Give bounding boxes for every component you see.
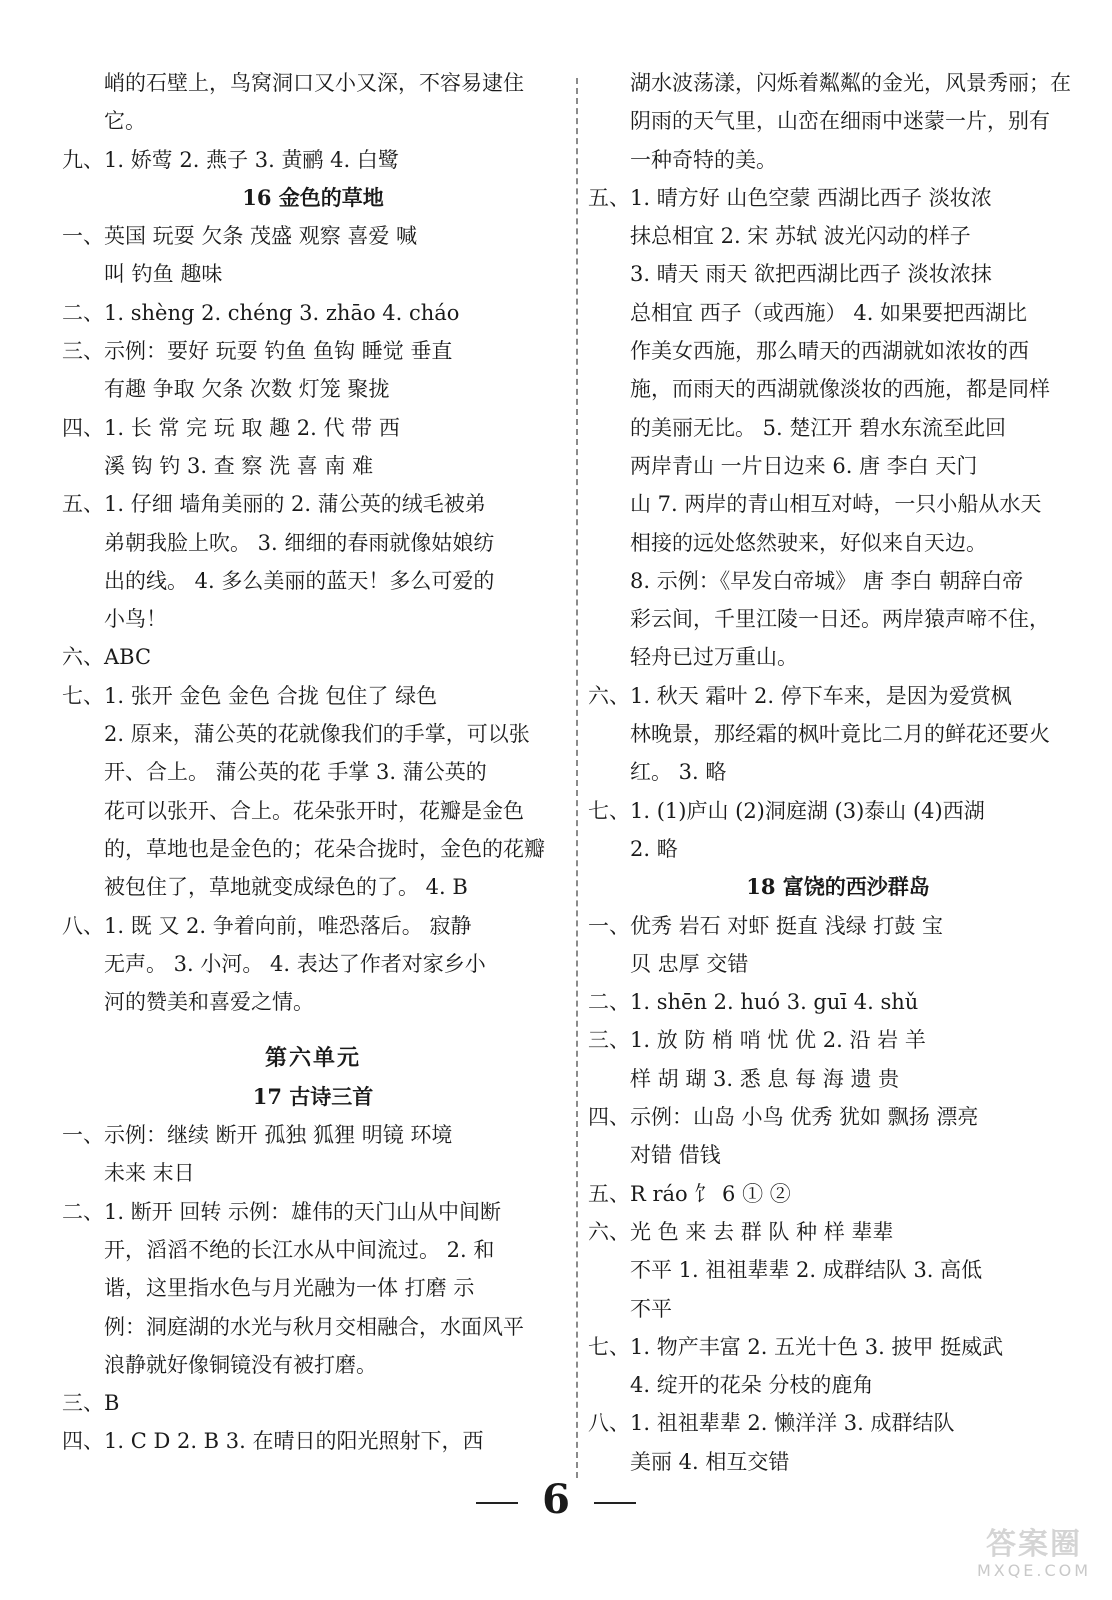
text-line: 阴雨的天气里，山峦在细雨中迷蒙一片，别有 (630, 109, 1050, 134)
text-line: 林晚景，那经霜的枫叶竟比二月的鲜花还要火 (630, 722, 1050, 747)
text-line: 三、1. 放 防 梢 哨 忧 优 2. 沿 岩 羊 (588, 1028, 926, 1053)
unit-heading: 第六单元 (264, 1045, 361, 1072)
text-line: 作美女西施，那么晴天的西湖就如浓妆的西 (630, 339, 1029, 364)
text-line: 七、1. 张开 金色 金色 合拢 包住了 绿色 (62, 683, 438, 708)
page-number: 6 (542, 1476, 570, 1523)
text-line: 轻舟已过万重山。 (630, 645, 798, 670)
watermark-logo (970, 1527, 1098, 1592)
text-line: 二、1. 断开 回转 示例：雄伟的天门山从中间断 (62, 1199, 502, 1224)
text-line: 彩云间，千里江陵一日还。两岸猿声啼不住， (630, 607, 1050, 632)
text-line: 两岸青山 一片日边来 6. 唐 李白 天门 (630, 453, 978, 478)
text-line: 施，而雨天的西湖就像淡妆的西施，都是同样 (630, 377, 1050, 402)
text-line: 总相宜 西子（或西施） 4. 如果要把西湖比 (630, 300, 1028, 325)
column-divider (576, 78, 578, 1478)
page-footer (0, 1470, 1112, 1530)
text-line: 七、1. 物产丰富 2. 五光十色 3. 披甲 挺威武 (588, 1334, 1004, 1359)
text-line: 河的赞美和喜爱之情。 (104, 990, 314, 1015)
text-line: 七、1. (1)庐山 (2)洞庭湖 (3)泰山 (4)西湖 (588, 798, 985, 823)
text-line: 三、示例：要好 玩耍 钓鱼 鱼钩 睡觉 垂直 (62, 339, 453, 364)
text-line: 出的线。 4. 多么美丽的蓝天！多么可爱的 (104, 568, 495, 593)
text-line: 贝 忠厚 交错 (630, 951, 749, 976)
text-line: 2. 略 (630, 836, 678, 861)
text-line: 它。 (104, 109, 146, 134)
text-line: 六、光 色 来 去 群 队 种 样 辈辈 (588, 1219, 894, 1244)
text-line: 二、1. shèng 2. chéng 3. zhāo 4. cháo (62, 300, 460, 325)
text-line: 开，滔滔不绝的长江水从中间流过。 2. 和 (104, 1237, 495, 1262)
text-line: 不平 (630, 1296, 672, 1321)
footer-dash-right (594, 1502, 636, 1504)
text-line: 八、1. 祖祖辈辈 2. 懒洋洋 3. 成群结队 (588, 1411, 955, 1436)
text-line: 二、1. shēn 2. huó 3. guī 4. shǔ (588, 990, 919, 1015)
text-line: 的，草地也是金色的；花朵合拢时，金色的花瓣 (104, 836, 545, 861)
text-line: 8. 示例：《早发白帝城》 唐 李白 朝辞白帝 (630, 568, 1024, 593)
text-line: 抹总相宜 2. 宋 苏轼 波光闪动的样子 (630, 224, 971, 249)
right-column (588, 64, 1088, 1481)
text-line: 花可以张开、合上。花朵张开时，花瓣是金色 (104, 798, 524, 823)
text-line: 对错 借钱 (630, 1143, 721, 1168)
text-line: 八、1. 既 又 2. 争着向前，唯恐落后。 寂静 (62, 913, 472, 938)
text-line: 3. 晴天 雨天 欲把西湖比西子 淡妆浓抹 (630, 262, 992, 287)
text-line: 红。 3. 略 (630, 760, 727, 785)
text-line: 未来 末日 (104, 1161, 195, 1186)
text-line: 叫 钓鱼 趣味 (104, 262, 223, 287)
text-line: 峭的石壁上，鸟窝洞口又小又深，不容易逮住 (104, 71, 524, 95)
spacer (62, 1021, 564, 1039)
text-line: 谐，这里指水色与月光融为一体 打磨 示 (104, 1276, 475, 1301)
text-line: 相接的远处悠然驶来，好似来自天边。 (630, 530, 987, 555)
text-line: 弟朝我脸上吹。 3. 细细的春雨就像姑娘纺 (104, 530, 495, 555)
section-title: 16 金色的草地 (242, 184, 384, 210)
text-line: 浪静就好像铜镜没有被打磨。 (104, 1352, 377, 1377)
text-line: 四、1. C D 2. B 3. 在晴日的阳光照射下，西 (62, 1429, 484, 1454)
text-line: 样 胡 瑚 3. 悉 息 每 海 遗 贵 (630, 1066, 900, 1091)
text-line: 六、ABC (62, 645, 152, 670)
text-line: 不平 1. 祖祖辈辈 2. 成群结队 3. 高低 (630, 1258, 983, 1283)
text-line: 小鸟！ (104, 607, 167, 632)
text-line: 山 7. 两岸的青山相互对峙，一只小船从水天 (630, 492, 1042, 517)
text-line: 2. 原来，蒲公英的花就像我们的手掌，可以张 (104, 722, 530, 747)
text-line: 美丽 4. 相互交错 (630, 1449, 790, 1474)
footer-dash-left (476, 1502, 518, 1504)
text-line: 一、示例：继续 断开 孤独 狐狸 明镜 环境 (62, 1123, 453, 1148)
text-line: 有趣 争取 欠条 次数 灯笼 聚拢 (104, 377, 390, 402)
watermark-top-text: 答案圈 (986, 1527, 1082, 1562)
text-line: 五、1. 仔细 墙角美丽的 2. 蒲公英的绒毛被弟 (62, 492, 486, 517)
text-line: 溪 钩 钓 3. 查 察 洗 喜 南 难 (104, 453, 374, 478)
section-title: 18 富饶的西沙群岛 (746, 874, 930, 900)
text-line: 无声。 3. 小河。 4. 表达了作者对家乡小 (104, 951, 486, 976)
text-line: 例：洞庭湖的水光与秋月交相融合，水面风平 (104, 1314, 524, 1339)
text-line: 一、英国 玩耍 欠条 茂盛 观察 喜爱 喊 (62, 224, 418, 249)
text-line: 的美丽无比。 5. 楚江开 碧水东流至此回 (630, 415, 1007, 440)
text-line: 四、示例：山岛 小鸟 优秀 犹如 飘扬 漂亮 (588, 1105, 979, 1130)
text-line: 三、B (62, 1391, 120, 1416)
text-line: 五、1. 晴方好 山色空蒙 西湖比西子 淡妆浓 (588, 185, 992, 210)
text-line: 湖水波荡漾，闪烁着粼粼的金光，风景秀丽；在 (630, 71, 1071, 95)
watermark-bottom-text: MXQE.COM (976, 1561, 1092, 1580)
text-line: 开、合上。 蒲公英的花 手掌 3. 蒲公英的 (104, 760, 487, 785)
text-line: 一、优秀 岩石 对虾 挺直 浅绿 打鼓 宝 (588, 913, 944, 938)
text-line: 五、R ráo 饣 6 ① ② (588, 1181, 791, 1206)
text-line: 4. 绽开的花朵 分枝的鹿角 (630, 1373, 874, 1398)
section-title: 17 古诗三首 (252, 1083, 374, 1109)
text-line: 四、1. 长 常 完 玩 取 趣 2. 代 带 西 (62, 415, 400, 440)
text-line: 六、1. 秋天 霜叶 2. 停下车来，是因为爱赏枫 (588, 683, 1012, 708)
text-line: 一种奇特的美。 (630, 147, 777, 172)
text-line: 被包住了，草地就变成绿色的了。 4. B (104, 875, 468, 900)
text-line: 九、1. 娇莺 2. 燕子 3. 黄鹂 4. 白鹭 (62, 147, 399, 172)
left-column (62, 64, 564, 1461)
